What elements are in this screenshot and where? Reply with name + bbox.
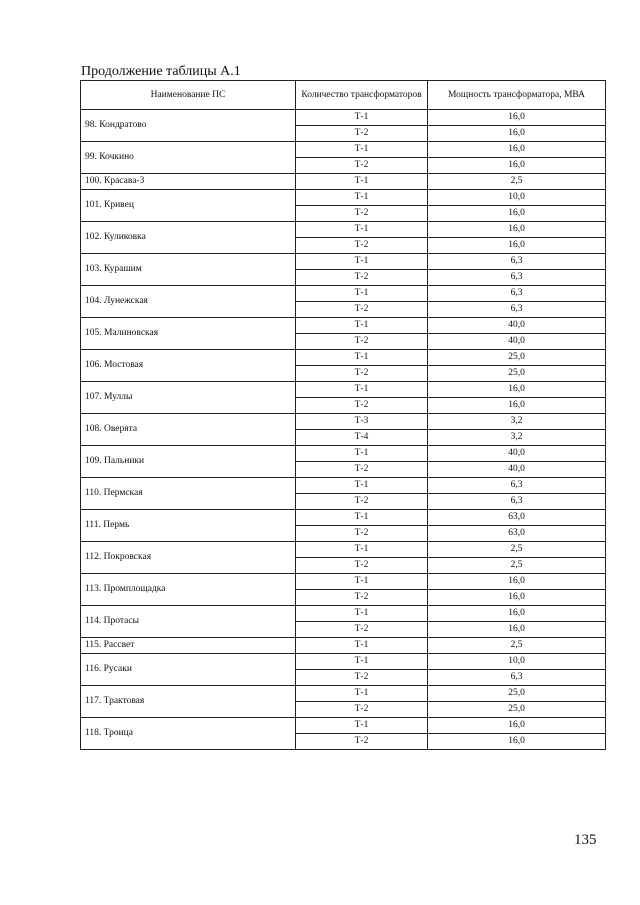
transformer-power: 2,5 bbox=[428, 174, 606, 190]
substation-name: 114. Протасы bbox=[81, 606, 296, 638]
substation-name: 116. Русаки bbox=[81, 654, 296, 686]
substation-name: 103. Курашим bbox=[81, 254, 296, 286]
substation-name: 115. Рассвет bbox=[81, 638, 296, 654]
substation-name: 106. Мостовая bbox=[81, 350, 296, 382]
transformer-power: 10,0 bbox=[428, 654, 606, 670]
transformer-id: Т-1 bbox=[296, 222, 428, 238]
transformer-power: 25,0 bbox=[428, 702, 606, 718]
transformer-id: Т-1 bbox=[296, 110, 428, 126]
table-row bbox=[81, 174, 606, 190]
transformer-power: 6,3 bbox=[428, 670, 606, 686]
table-row bbox=[81, 510, 606, 526]
transformer-id: Т-2 bbox=[296, 702, 428, 718]
table-row bbox=[81, 190, 606, 206]
transformer-id: Т-2 bbox=[296, 558, 428, 574]
transformer-id: Т-3 bbox=[296, 414, 428, 430]
transformer-id: Т-1 bbox=[296, 350, 428, 366]
transformer-power: 40,0 bbox=[428, 462, 606, 478]
transformer-power: 40,0 bbox=[428, 334, 606, 350]
transformer-id: Т-2 bbox=[296, 622, 428, 638]
transformer-id: Т-2 bbox=[296, 398, 428, 414]
transformer-id: Т-2 bbox=[296, 206, 428, 222]
transformer-id: Т-1 bbox=[296, 446, 428, 462]
transformer-power: 16,0 bbox=[428, 222, 606, 238]
substation-name: 112. Покровская bbox=[81, 542, 296, 574]
transformer-id: Т-2 bbox=[296, 270, 428, 286]
transformer-id: Т-1 bbox=[296, 478, 428, 494]
substation-name: 117. Трактовая bbox=[81, 686, 296, 718]
substation-name: 101. Кривец bbox=[81, 190, 296, 222]
transformer-id: Т-1 bbox=[296, 142, 428, 158]
transformer-power: 16,0 bbox=[428, 718, 606, 734]
transformer-power: 16,0 bbox=[428, 382, 606, 398]
header-power: Мощность трансформатора, МВА bbox=[428, 81, 606, 110]
substation-name: 98. Кондратово bbox=[81, 110, 296, 142]
transformer-power: 6,3 bbox=[428, 302, 606, 318]
transformer-power: 2,5 bbox=[428, 638, 606, 654]
substation-name: 109. Пальники bbox=[81, 446, 296, 478]
table-row bbox=[81, 478, 606, 494]
transformer-id: Т-2 bbox=[296, 462, 428, 478]
transformer-id: Т-2 bbox=[296, 526, 428, 542]
table-row bbox=[81, 318, 606, 334]
transformer-id: Т-1 bbox=[296, 718, 428, 734]
transformer-power: 2,5 bbox=[428, 542, 606, 558]
substation-name: 110. Пермская bbox=[81, 478, 296, 510]
transformer-power: 3,2 bbox=[428, 414, 606, 430]
transformer-id: Т-2 bbox=[296, 302, 428, 318]
transformer-power: 16,0 bbox=[428, 158, 606, 174]
transformer-id: Т-2 bbox=[296, 366, 428, 382]
transformer-id: Т-1 bbox=[296, 510, 428, 526]
transformer-power: 63,0 bbox=[428, 510, 606, 526]
header-name: Наименование ПС bbox=[81, 81, 296, 110]
transformer-power: 25,0 bbox=[428, 686, 606, 702]
transformer-id: Т-1 bbox=[296, 286, 428, 302]
table-row bbox=[81, 110, 606, 126]
transformer-id: Т-2 bbox=[296, 494, 428, 510]
transformer-id: Т-2 bbox=[296, 238, 428, 254]
table-row bbox=[81, 446, 606, 462]
transformer-id: Т-1 bbox=[296, 686, 428, 702]
table-row bbox=[81, 654, 606, 670]
table-row bbox=[81, 574, 606, 590]
transformer-power: 40,0 bbox=[428, 446, 606, 462]
table-row bbox=[81, 350, 606, 366]
substation-name: 118. Троица bbox=[81, 718, 296, 750]
transformer-power: 16,0 bbox=[428, 126, 606, 142]
transformer-id: Т-2 bbox=[296, 334, 428, 350]
table-row bbox=[81, 542, 606, 558]
table-row bbox=[81, 638, 606, 654]
table-row bbox=[81, 606, 606, 622]
transformer-power: 16,0 bbox=[428, 398, 606, 414]
transformer-table bbox=[80, 80, 606, 750]
substation-name: 111. Пермь bbox=[81, 510, 296, 542]
transformer-power: 6,3 bbox=[428, 494, 606, 510]
transformer-id: Т-1 bbox=[296, 574, 428, 590]
transformer-power: 25,0 bbox=[428, 350, 606, 366]
transformer-power: 16,0 bbox=[428, 574, 606, 590]
table-row bbox=[81, 718, 606, 734]
transformer-power: 63,0 bbox=[428, 526, 606, 542]
transformer-id: Т-2 bbox=[296, 670, 428, 686]
table-row bbox=[81, 686, 606, 702]
transformer-id: Т-1 bbox=[296, 606, 428, 622]
table-row bbox=[81, 222, 606, 238]
table-caption: Продолжение таблицы А.1 bbox=[81, 64, 241, 79]
transformer-power: 6,3 bbox=[428, 478, 606, 494]
table-row bbox=[81, 382, 606, 398]
transformer-id: Т-4 bbox=[296, 430, 428, 446]
transformer-id: Т-1 bbox=[296, 542, 428, 558]
transformer-power: 6,3 bbox=[428, 270, 606, 286]
transformer-power: 16,0 bbox=[428, 590, 606, 606]
substation-name: 113. Промплощадка bbox=[81, 574, 296, 606]
transformer-power: 40,0 bbox=[428, 318, 606, 334]
transformer-id: Т-2 bbox=[296, 158, 428, 174]
table-row bbox=[81, 286, 606, 302]
transformer-id: Т-1 bbox=[296, 382, 428, 398]
transformer-power: 16,0 bbox=[428, 110, 606, 126]
transformer-power: 2,5 bbox=[428, 558, 606, 574]
substation-name: 100. Красава-3 bbox=[81, 174, 296, 190]
substation-name: 105. Малиновская bbox=[81, 318, 296, 350]
transformer-id: Т-1 bbox=[296, 654, 428, 670]
substation-name: 99. Кочкино bbox=[81, 142, 296, 174]
transformer-power: 16,0 bbox=[428, 142, 606, 158]
table-row bbox=[81, 254, 606, 270]
substation-name: 104. Лунежская bbox=[81, 286, 296, 318]
transformer-power: 25,0 bbox=[428, 366, 606, 382]
transformer-power: 16,0 bbox=[428, 238, 606, 254]
substation-name: 102. Куликовка bbox=[81, 222, 296, 254]
transformer-id: Т-1 bbox=[296, 638, 428, 654]
table-header-row bbox=[81, 81, 606, 110]
transformer-id: Т-1 bbox=[296, 254, 428, 270]
transformer-id: Т-2 bbox=[296, 590, 428, 606]
table-body bbox=[81, 110, 606, 750]
transformer-power: 6,3 bbox=[428, 286, 606, 302]
substation-name: 107. Муллы bbox=[81, 382, 296, 414]
transformer-power: 6,3 bbox=[428, 254, 606, 270]
transformer-id: Т-1 bbox=[296, 190, 428, 206]
table-row bbox=[81, 142, 606, 158]
transformer-id: Т-1 bbox=[296, 318, 428, 334]
transformer-id: Т-2 bbox=[296, 126, 428, 142]
transformer-power: 16,0 bbox=[428, 734, 606, 750]
transformer-power: 16,0 bbox=[428, 206, 606, 222]
table-row bbox=[81, 414, 606, 430]
substation-name: 108. Оверята bbox=[81, 414, 296, 446]
transformer-id: Т-1 bbox=[296, 174, 428, 190]
transformer-power: 16,0 bbox=[428, 606, 606, 622]
header-count: Количество трансформаторов bbox=[296, 81, 428, 110]
transformer-power: 3,2 bbox=[428, 430, 606, 446]
transformer-power: 10,0 bbox=[428, 190, 606, 206]
page-number: 135 bbox=[574, 832, 597, 848]
transformer-id: Т-2 bbox=[296, 734, 428, 750]
transformer-power: 16,0 bbox=[428, 622, 606, 638]
